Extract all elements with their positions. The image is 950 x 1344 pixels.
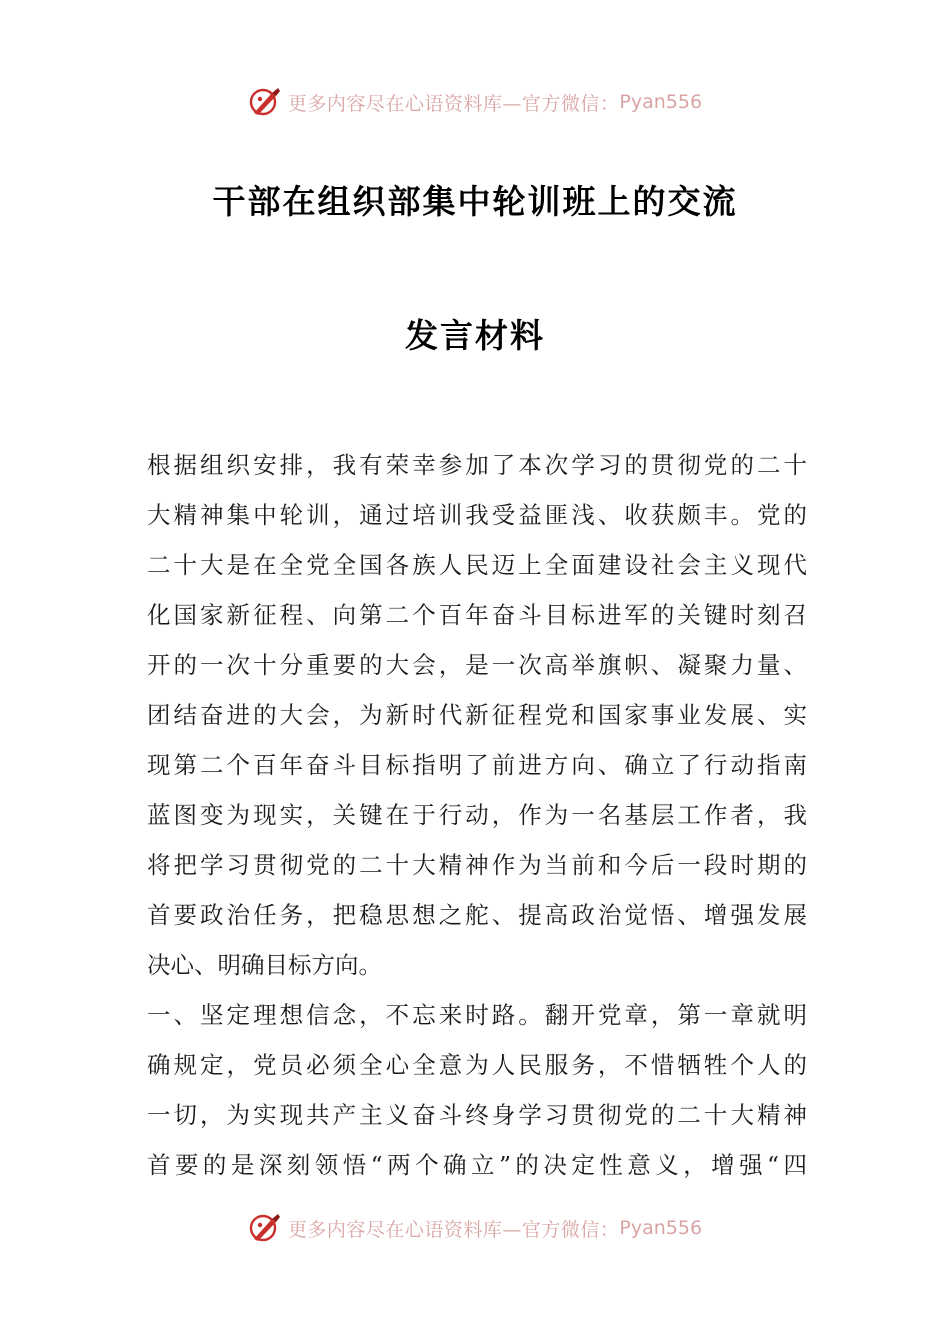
document-title-line-1: 干部在组织部集中轮训班上的交流 <box>212 182 738 221</box>
pen-logo-icon <box>248 85 282 119</box>
body-line: 现第二个百年奋斗目标指明了前进方向、确立了行动指南 <box>147 751 807 779</box>
document-title-line-2: 发言材料 <box>405 316 545 355</box>
body-line: 一、坚定理想信念，不忘来时路。翻开党章，第一章就明 <box>147 1001 807 1029</box>
body-line: 根据组织安排，我有荣幸参加了本次学习的贯彻党的二十 <box>147 451 807 479</box>
body-line: 决心、明确目标方向。 <box>147 951 382 979</box>
body-line: 开的一次十分重要的大会，是一次高举旗帜、凝聚力量、 <box>147 651 807 679</box>
body-line: 首要政治任务，把稳思想之舵、提高政治觉悟、增强发展 <box>147 901 807 929</box>
body-line: 一切，为实现共产主义奋斗终身学习贯彻党的二十大精神 <box>147 1101 807 1129</box>
document-body <box>147 440 807 1190</box>
body-line: 二十大是在全党全国各族人民迈上全面建设社会主义现代 <box>147 551 807 579</box>
footer-watermark-banner <box>0 1208 950 1248</box>
body-line: 团结奋进的大会，为新时代新征程党和国家事业发展、实 <box>147 701 807 729</box>
watermark-text: 更多内容尽在心语资料库—官方微信： <box>287 92 620 115</box>
watermark-wechat-id: Pyan556 <box>619 91 703 113</box>
body-line: 确规定，党员必须全心全意为人民服务，不惜牺牲个人的 <box>147 1051 807 1079</box>
body-line: 将把学习贯彻党的二十大精神作为当前和今后一段时期的 <box>147 851 807 879</box>
body-line: 化国家新征程、向第二个百年奋斗目标进军的关键时刻召 <box>147 601 807 629</box>
body-line: 大精神集中轮训，通过培训我受益匪浅、收获颇丰。党的 <box>147 501 807 529</box>
body-line: 蓝图变为现实，关键在于行动，作为一名基层工作者，我 <box>147 801 807 829</box>
pen-logo-icon <box>248 1211 282 1245</box>
header-watermark-banner <box>0 82 950 122</box>
watermark-text: 更多内容尽在心语资料库—官方微信： <box>287 1218 620 1241</box>
watermark-wechat-id: Pyan556 <box>619 1217 703 1239</box>
body-line: 首要的是深刻领悟“两个确立”的决定性意义，增强“四 <box>147 1151 807 1179</box>
